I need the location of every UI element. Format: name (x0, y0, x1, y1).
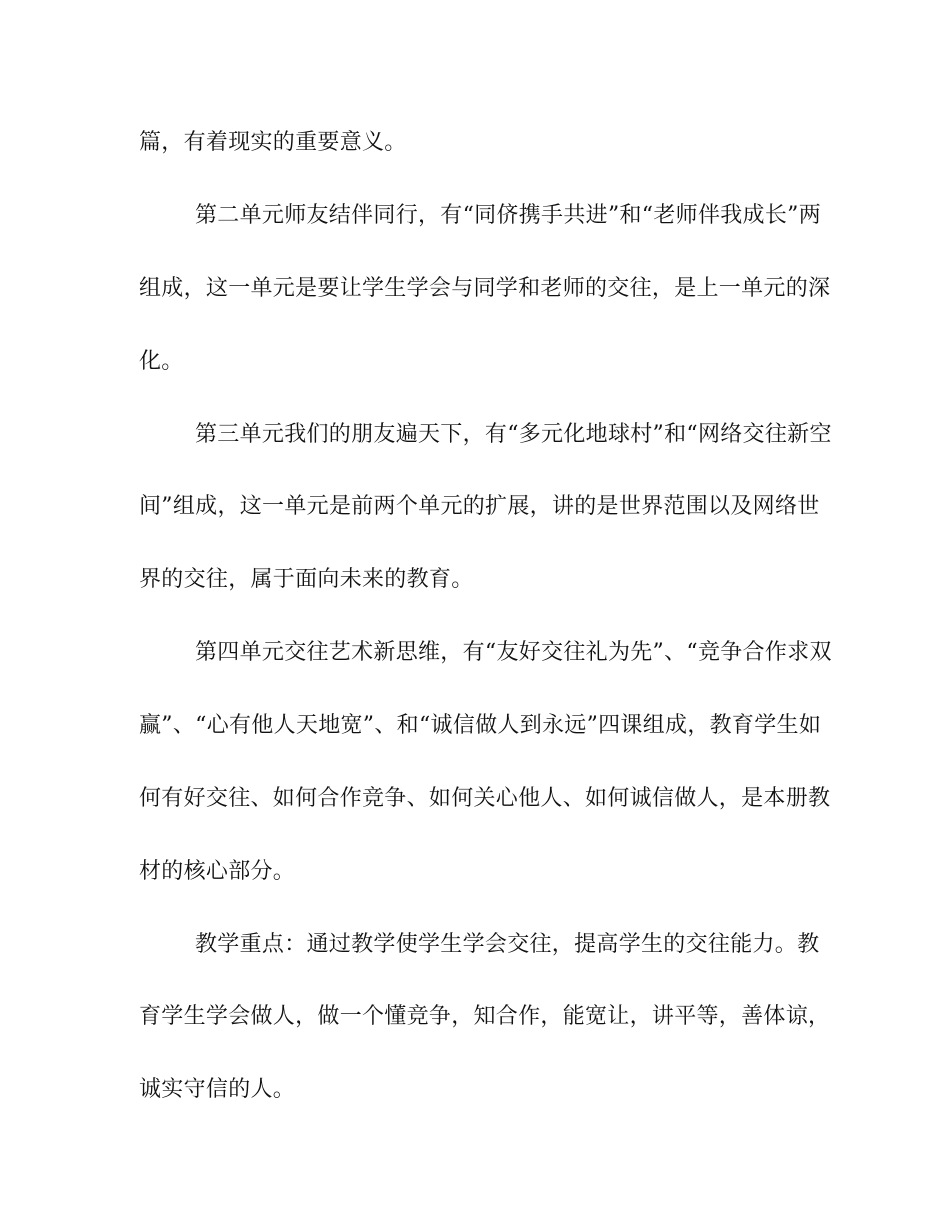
paragraph-unit-2: 第二单元师友结伴同行，有“同侪携手共进”和“老师伴我成长”两 (195, 203, 821, 228)
paragraph-teaching-focus: 教学重点：通过教学使学生学会交往，提高学生的交往能力。教 (195, 932, 820, 957)
text-line: 界的交往，属于面向未来的教育。 (139, 567, 474, 592)
text-line: 育学生学会做人，做一个懂竞争，知合作，能宽让，讲平等，善体谅， (139, 1004, 831, 1029)
text-line: 间”组成，这一单元是前两个单元的扩展，讲的是世界范围以及网络世 (139, 494, 820, 519)
text-line: 赢”、“心有他人天地宽”、和“诚信做人到永远”四课组成，教育学生如 (139, 713, 822, 738)
paragraph-unit-3: 第三单元我们的朋友遍天下，有“多元化地球村”和“网络交往新空 (195, 422, 832, 447)
text-line: 何有好交往、如何合作竞争、如何关心他人、如何诚信做人，是本册教 (139, 786, 831, 811)
text-line: 诚实守信的人。 (139, 1077, 296, 1102)
text-line: 篇，有着现实的重要意义。 (139, 130, 407, 155)
text-line: 化。 (139, 349, 184, 374)
paragraph-unit-4: 第四单元交往艺术新思维，有“友好交往礼为先”、“竞争合作求双 (195, 640, 832, 665)
text-line: 材的核心部分。 (139, 859, 296, 884)
text-line: 组成，这一单元是要让学生学会与同学和老师的交往，是上一单元的深 (139, 276, 831, 301)
